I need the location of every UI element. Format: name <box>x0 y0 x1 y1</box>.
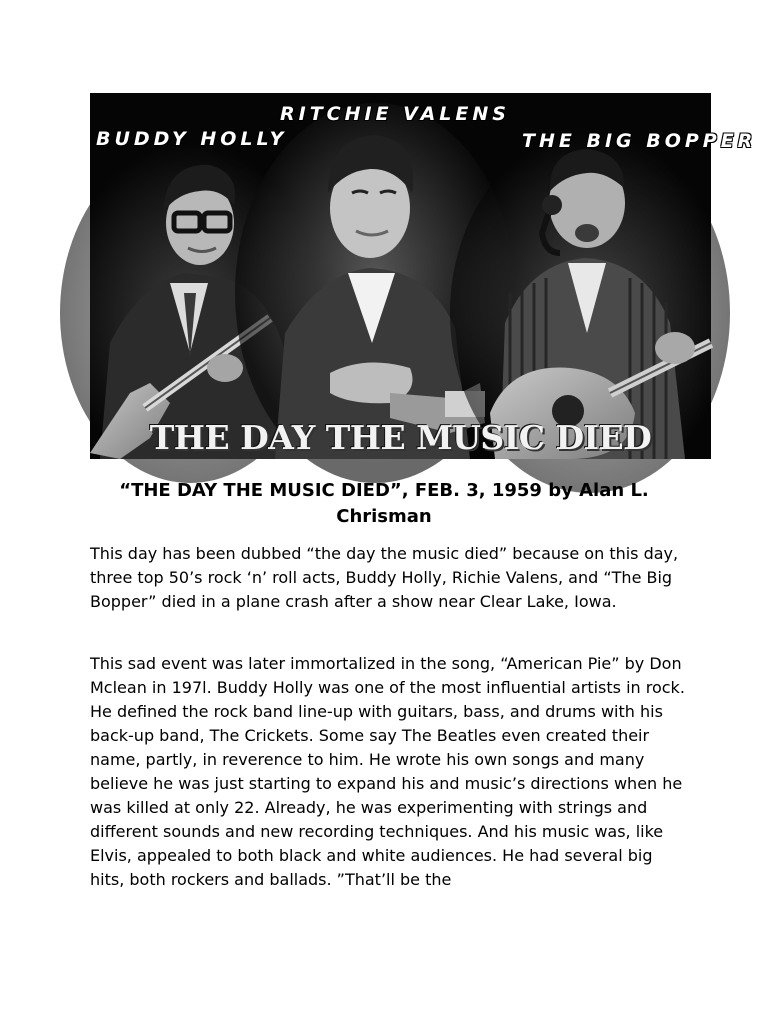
hero-banner-title: THE DAY THE MUSIC DIED <box>149 418 652 457</box>
hero-photo-collage <box>90 93 757 459</box>
buddy-holly-label: BUDDY HOLLY <box>96 128 288 150</box>
article-headline: “THE DAY THE MUSIC DIED”, FEB. 3, 1959 by Alan L. Chrisman <box>119 480 649 527</box>
big-bopper-label: THE BIG BOPPER <box>522 130 757 152</box>
ritchie-valens-label: RITCHIE VALENS <box>280 103 510 125</box>
article-paragraph-1: This day has been dubbed “the day the music died” because on this day, three top 50’s rock ‘n’ roll acts, Buddy Holly, Richie Valens, and “The Big Bopper” died in a plane crash after a show near Clear Lake, Iowa. <box>90 544 679 611</box>
article-paragraph-2: This sad event was later immortalized in the song, “American Pie” by Don Mclean in 197l. Buddy Holly was one of the most influential artists in rock. He defined the rock band line-up with guitars, bass, and drums with his back-up band, The Crickets. Some say The Beatles even created their name, partly, in reverence to him. He wrote his own songs and many believe he was just starting to expand his and music’s directions when he was killed at only 22. Already, he was experimenting with strings and different sounds and new recording techniques. And his music was, like Elvis, appealed to both black and white audiences. He had several big hits, both rockers and ballads. ”That’ll be the <box>90 654 685 889</box>
